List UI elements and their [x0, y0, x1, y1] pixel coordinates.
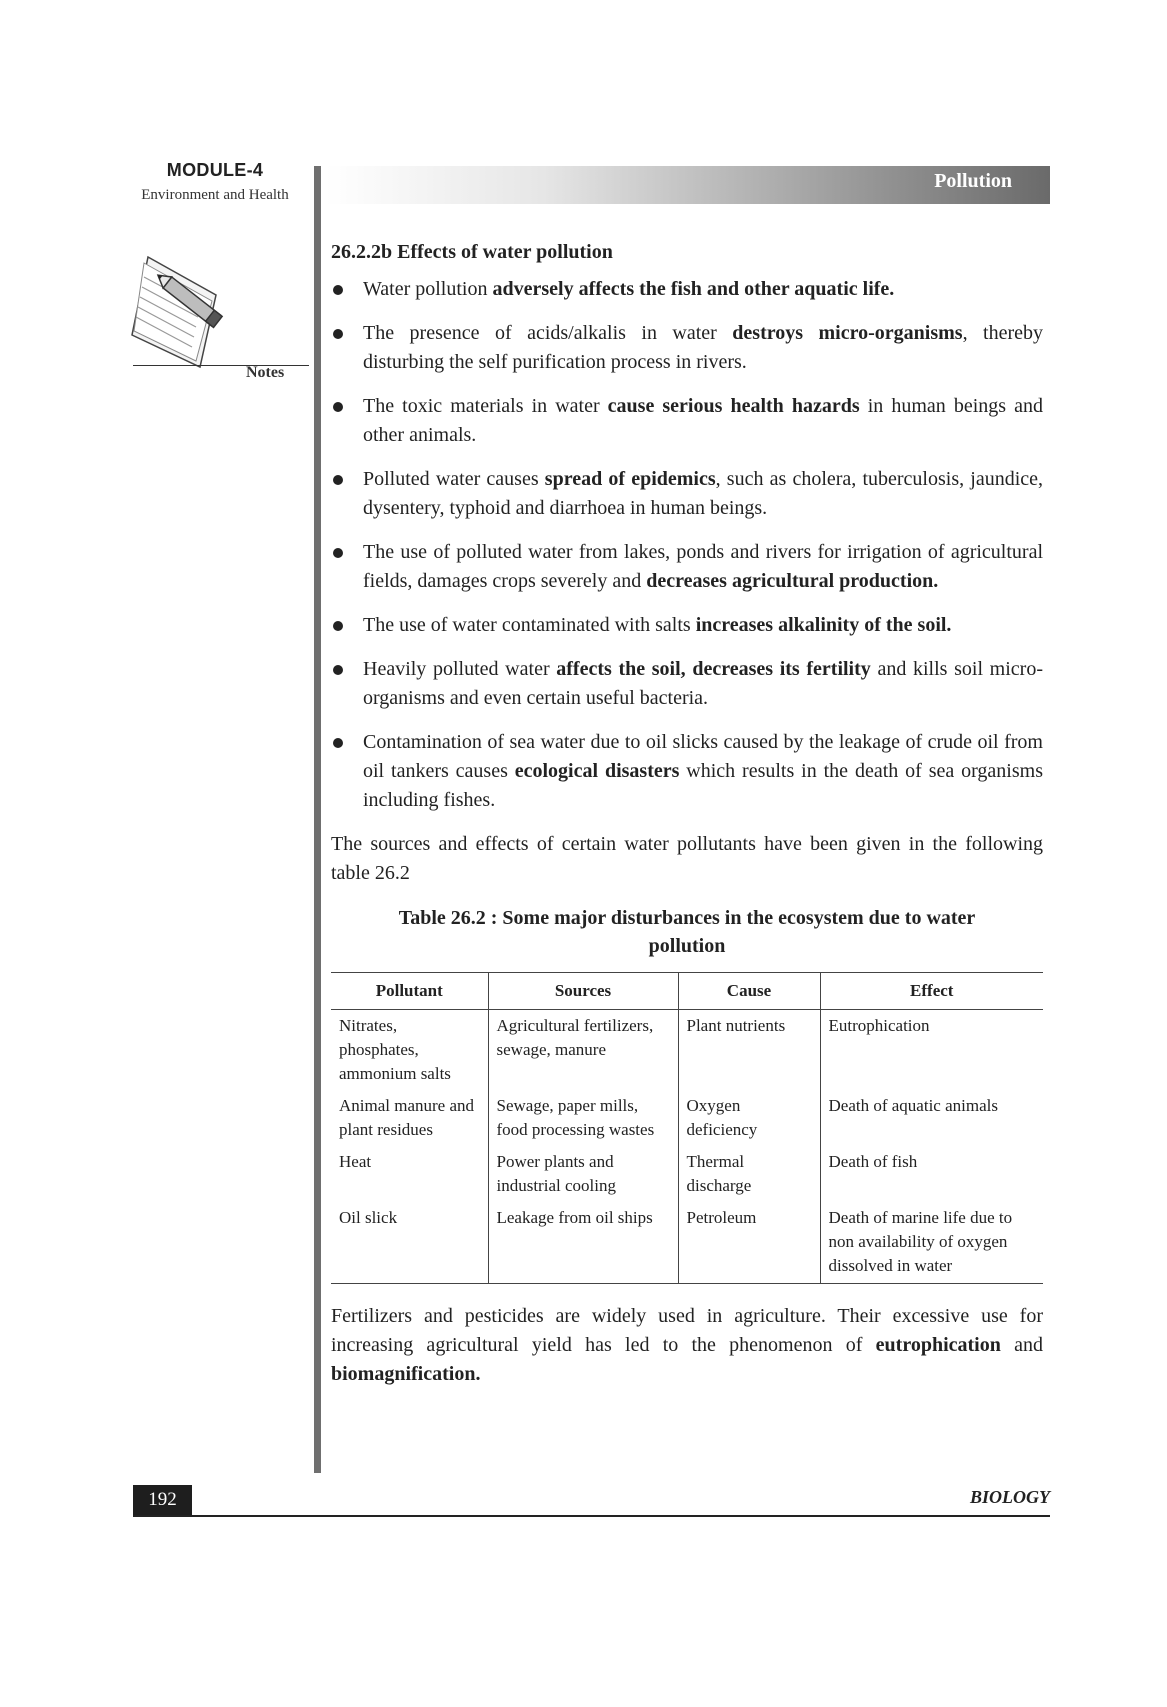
- page-number: 192: [133, 1485, 192, 1515]
- module-block: [125, 160, 305, 204]
- bullet-dot: [333, 738, 343, 748]
- table-cell: Death of aquatic animals: [820, 1091, 1043, 1147]
- section-heading: 26.2.2b Effects of water pollution: [331, 241, 613, 263]
- table-cell: Nitrates, phosphates, ammonium salts: [339, 1016, 451, 1083]
- pollutants-table: [331, 972, 1043, 1284]
- bullet-dot: [333, 402, 343, 412]
- table-row: [331, 1203, 1043, 1284]
- table-caption: Table 26.2 : Some major disturbances in the ecosystem due to water pollution: [398, 907, 976, 957]
- column-header: Pollutant: [331, 973, 488, 1010]
- table-cell: Sewage, paper mills, food processing wastes: [488, 1091, 678, 1147]
- notes-label: Notes: [246, 364, 285, 381]
- column-header: Sources: [488, 973, 678, 1010]
- table-cell: Eutrophication: [820, 1010, 1043, 1092]
- chapter-header: [326, 166, 1050, 204]
- list-item: The use of water contaminated with salts increases alkalinity of the soil.: [331, 611, 1043, 640]
- table-row: [331, 1010, 1043, 1092]
- table-cell: Plant nutrients: [678, 1010, 820, 1092]
- table-intro: The sources and effects of certain water pollutants have been given in the following table 26.2: [331, 833, 1043, 884]
- footer-rule: [133, 1515, 1050, 1517]
- list-item: Water pollution adversely affects the fish and other aquatic life.: [331, 275, 1043, 304]
- list-item: Polluted water causes spread of epidemics, such as cholera, tuberculosis, jaundice, dysentery, typhoid and diarrhoea in human beings.: [331, 465, 1043, 523]
- list-item: The use of polluted water from lakes, ponds and rivers for irrigation of agricultural fields, damages crops severely and decreases agricultural production.: [331, 538, 1043, 596]
- chapter-title: Pollution: [934, 170, 1012, 192]
- list-item: Heavily polluted water affects the soil, decreases its fertility and kills soil micro-organisms and even certain useful bacteria.: [331, 655, 1043, 713]
- table-cell: Thermal discharge: [678, 1147, 820, 1203]
- notes-pencil-icon: [130, 255, 240, 370]
- table-cell: Death of fish: [820, 1147, 1043, 1203]
- table-cell: Animal manure and plant residues: [339, 1096, 475, 1139]
- closing-paragraph: Fertilizers and pesticides are widely used in agriculture. Their excessive use for increasing agricultural yield has led to the phenomenon of eutrophication and biomagnification.: [331, 1305, 1043, 1385]
- bullet-dot: [333, 665, 343, 675]
- table-row: [331, 1091, 1043, 1147]
- table-cell: Agricultural fertilizers, sewage, manure: [488, 1010, 678, 1092]
- table-cell: Death of marine life due to non availability of oxygen dissolved in water: [820, 1203, 1043, 1284]
- bullet-dot: [333, 475, 343, 485]
- module-subtitle: Environment and Health: [141, 187, 289, 203]
- table-cell: Oil slick: [331, 1203, 488, 1284]
- table-row: [331, 1147, 1043, 1203]
- margin-rule: [314, 166, 321, 1473]
- bullet-dot: [333, 329, 343, 339]
- list-item: Contamination of sea water due to oil slicks caused by the leakage of crude oil from oil tankers causes ecological disasters which results in the death of sea organisms including fishes.: [331, 728, 1043, 815]
- list-item: The toxic materials in water cause serious health hazards in human beings and other animals.: [331, 392, 1043, 450]
- bullet-dot: [333, 621, 343, 631]
- module-title: MODULE-4: [166, 160, 264, 180]
- table-cell: Oxygen deficiency: [678, 1091, 820, 1147]
- list-item: The presence of acids/alkalis in water destroys micro-organisms, thereby disturbing the self purification process in rivers.: [331, 319, 1043, 377]
- table-cell: Power plants and industrial cooling: [488, 1147, 678, 1203]
- table-cell: Heat: [339, 1152, 372, 1171]
- table-cell: Leakage from oil ships: [488, 1203, 678, 1284]
- bullet-dot: [333, 548, 343, 558]
- column-header: Effect: [820, 973, 1043, 1010]
- bullet-dot: [333, 285, 343, 295]
- table-header-row: [331, 973, 1043, 1010]
- table-cell: Petroleum: [678, 1203, 820, 1284]
- subject-label: BIOLOGY: [970, 1487, 1050, 1507]
- effects-list: [331, 275, 1043, 815]
- main-content: [331, 238, 1043, 1389]
- column-header: Cause: [678, 973, 820, 1010]
